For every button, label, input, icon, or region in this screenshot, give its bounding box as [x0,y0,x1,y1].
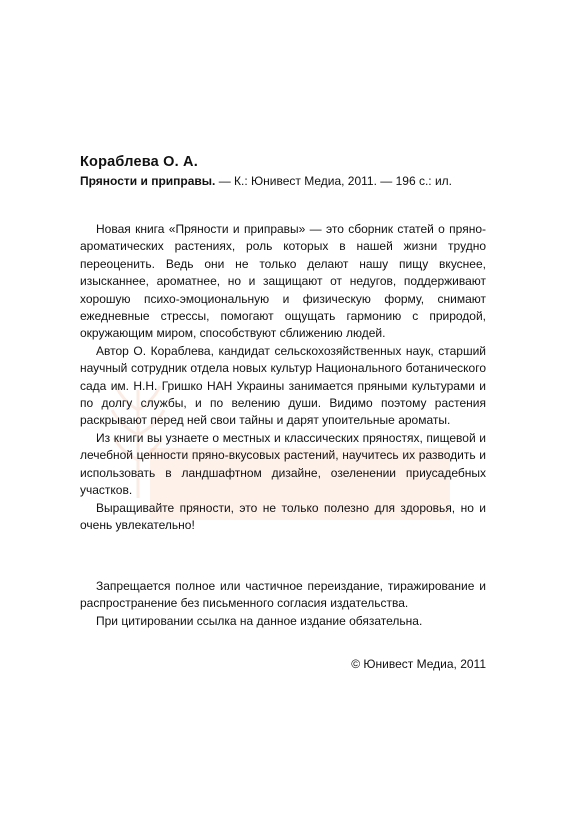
bibliographic-record [80,173,500,189]
annotation-paragraph: Автор О. Кораблева, кандидат сельскохозяйственных наук, старший научный сотрудник отдела новых культур Национального ботанического сада им. Н.Н. Гришко НАН Украины занимается пряными культурами и по долгу службы, и по велению души. Видимо поэтому растения раскрывают перед ней свои тайны и дарят упоительные ароматы. [80,343,486,428]
bibliographic-header [80,153,500,189]
annotation-paragraph: Выращивайте пряности, это не только полезно для здоровья, но и очень увлекательно! [80,500,486,532]
legal-paragraph: При цитировании ссылка на данное издание обязательна. [96,613,423,628]
annotation-paragraph: Новая книга «Пряности и приправы» — это сборник статей о пряно-ароматических растениях, роль которых в нашей жизни трудно переоценить. Ведь они не только делают нашу пищу вкуснее, изысканнее, ароматнее, но и защищают от недугов, поддерживают хорошую психо-эмоциональную и физическую форму, снимают ежедневные стрессы, помогают ощущать гармонию с природой, окружающим миром, способствуют сближению людей. [80,222,486,341]
copyright-notice: © Юнивест Медиа, 2011 [351,657,486,671]
legal-notice [80,578,486,630]
legal-paragraph: Запрещается полное или частичное переиздание, тиражирование и распространение без письменного согласия издательства. [80,579,486,611]
imprint-details: — К.: Юнивест Медиа, 2011. — 196 с.: ил. [215,174,453,188]
author-name: Кораблева О. А. [80,154,198,170]
annotation [80,221,486,534]
book-title: Пряности и приправы. [80,174,216,188]
annotation-paragraph: Из книги вы узнаете о местных и классических пряностях, пищевой и лечебной ценности пряно-вкусовых растений, научитесь их разводить и использовать в ландшафтном дизайне, озеленении приусадебных участков. [80,430,486,498]
